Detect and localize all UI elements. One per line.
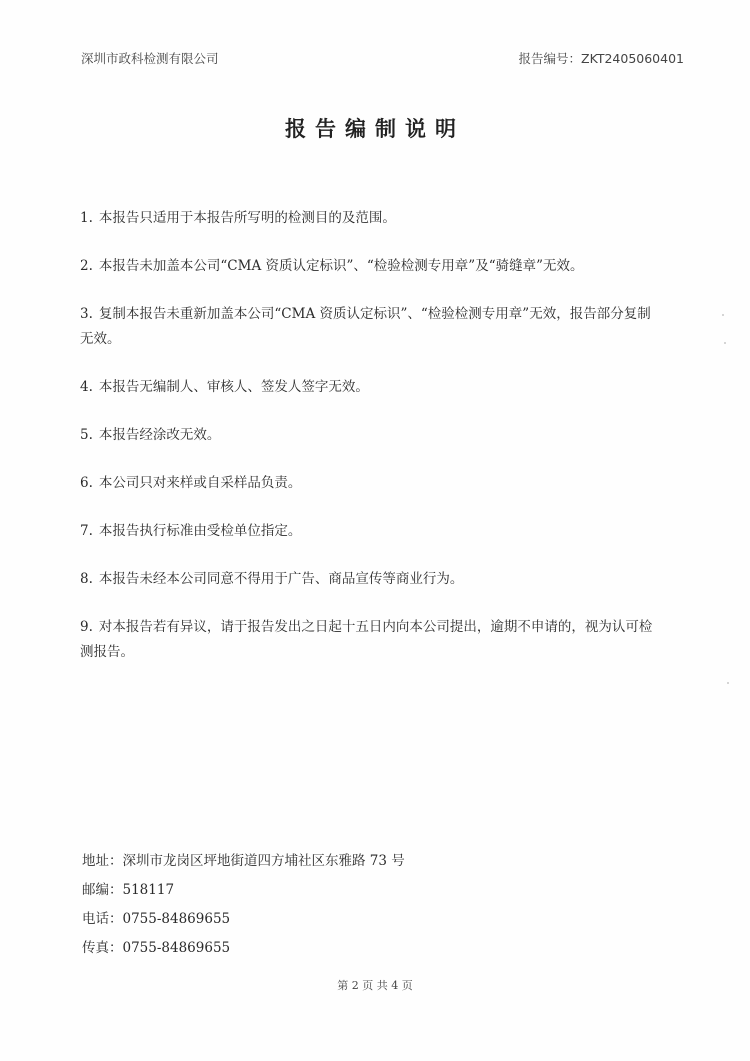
clause-text: 本报告只适用于本报告所写明的检测目的及范围。	[98, 210, 396, 226]
scan-artifact	[727, 682, 729, 684]
page-footer: 第 2 页 共 4 页	[337, 979, 413, 992]
contact-postcode: 邮编：518117	[82, 882, 175, 898]
clause-text: 对本报告若有异议，请于报告发出之日起十五日内向本公司提出，逾期不申请的，视为认可检测报告。	[80, 619, 653, 660]
clause-number: 3.	[80, 306, 93, 322]
clause-text: 复制本报告未重新加盖本公司“CMA 资质认定标识”、“检验检测专用章”无效，报告部分复制无效。	[80, 306, 651, 347]
clause-number: 9.	[80, 619, 93, 635]
clause-item	[80, 615, 660, 665]
clause-text: 本报告未经本公司同意不得用于广告、商品宣传等商业行为。	[98, 571, 464, 587]
clause-item	[80, 567, 660, 592]
scan-artifact	[724, 342, 726, 344]
clause-item	[80, 519, 660, 544]
clause-item	[80, 254, 660, 279]
report-number: 报告编号：ZKT2405060401	[518, 51, 684, 66]
clause-number: 6.	[80, 475, 93, 491]
clause-number: 8.	[80, 571, 93, 587]
contact-info	[82, 847, 405, 963]
clause-item	[80, 206, 660, 231]
company-name: 深圳市政科检测有限公司	[81, 51, 219, 66]
clause-text: 本报告执行标准由受检单位指定。	[98, 523, 302, 539]
contact-phone: 电话：0755-84869655	[82, 911, 231, 927]
contact-fax: 传真：0755-84869655	[82, 940, 231, 956]
clause-number: 7.	[80, 523, 93, 539]
clause-text: 本报告未加盖本公司“CMA 资质认定标识”、“检验检测专用章”及“骑缝章”无效。	[98, 258, 584, 274]
clause-item	[80, 375, 660, 400]
clause-text: 本公司只对来样或自采样品负责。	[98, 475, 302, 491]
clause-text: 本报告经涂改无效。	[98, 427, 221, 443]
clause-number: 1.	[80, 210, 93, 226]
scan-artifact	[722, 314, 724, 316]
clause-number: 2.	[80, 258, 93, 274]
clause-item	[80, 471, 660, 496]
clause-text: 本报告无编制人、审核人、签发人签字无效。	[98, 379, 369, 395]
clause-item	[80, 423, 660, 448]
clause-number: 4.	[80, 379, 93, 395]
page-title: 报告编制说明	[285, 117, 465, 141]
clause-list	[80, 206, 660, 688]
clause-number: 5.	[80, 427, 93, 443]
clause-item	[80, 302, 660, 352]
contact-address: 地址：深圳市龙岗区坪地街道四方埔社区东雅路 73 号	[82, 853, 405, 869]
